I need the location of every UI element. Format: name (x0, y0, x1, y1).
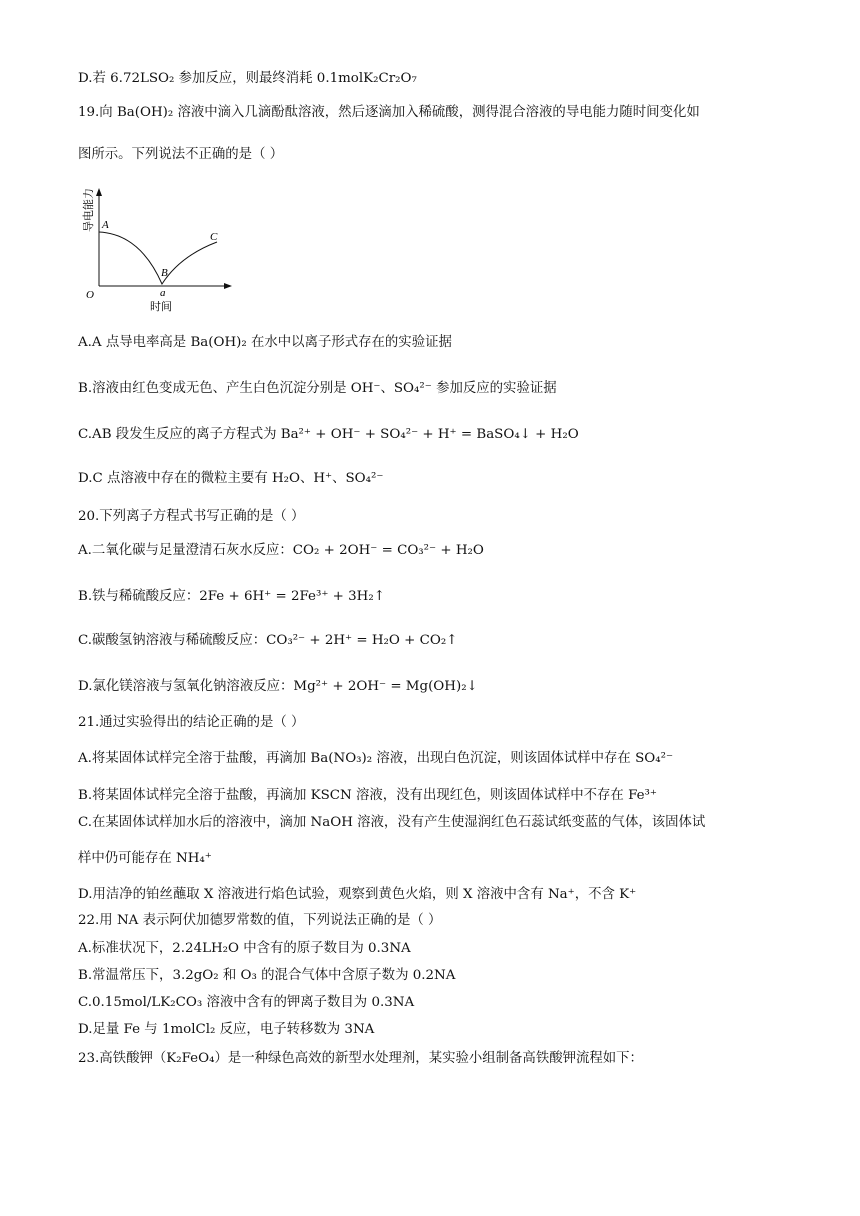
point-a-label: A (102, 219, 109, 231)
text-line: D.氯化镁溶液与氢氧化钠溶液反应：Mg²⁺ + 2OH⁻ = Mg(OH)₂↓ (78, 679, 478, 694)
text-line: B.将某固体试样完全溶于盐酸，再滴加 KSCN 溶液，没有出现红色，则该固体试样中不存在 Fe³⁺ (78, 788, 657, 803)
conductivity-graph (80, 186, 250, 316)
y-axis-label: 导电能力 (82, 188, 95, 232)
text-line: 样中仍可能存在 NH₄⁺ (78, 851, 212, 866)
text-line: 23.高铁酸钾（K₂FeO₄）是一种绿色高效的新型水处理剂，某实验小组制备高铁酸钾流程如下： (78, 1051, 643, 1066)
text-line: 19.向 Ba(OH)₂ 溶液中滴入几滴酚酞溶液，然后逐滴加入稀硫酸，测得混合溶液的导电能力随时间变化如 (78, 105, 700, 120)
point-b-label: B (161, 267, 168, 279)
y-axis-arrow (96, 188, 102, 196)
text-line: D.足量 Fe 与 1molCl₂ 反应，电子转移数为 3NA (78, 1022, 375, 1037)
text-line: 图所示。下列说法不正确的是（ ） (78, 147, 284, 162)
text-line: B.常温常压下，3.2gO₂ 和 O₃ 的混合气体中含原子数为 0.2NA (78, 968, 456, 983)
text-line: C.AB 段发生反应的离子方程式为 Ba²⁺ + OH⁻ + SO₄²⁻ + H⁺ = BaSO₄↓ + H₂O (78, 427, 579, 442)
text-line: D.用洁净的铂丝蘸取 X 溶液进行焰色试验，观察到黄色火焰，则 X 溶液中含有 Na⁺，不含 K⁺ (78, 887, 637, 902)
x-axis-label: 时间 (150, 300, 172, 313)
tick-a-label: a (160, 287, 166, 299)
text-line: C.在某固体试样加水后的溶液中，滴加 NaOH 溶液，没有产生使湿润红色石蕊试纸变蓝的气体，该固体试 (78, 815, 706, 830)
text-line: 22.用 NA 表示阿伏加德罗常数的值，下列说法正确的是（ ） (78, 913, 442, 928)
text-line: B.溶液由红色变成无色、产生白色沉淀分别是 OH⁻、SO₄²⁻ 参加反应的实验证据 (78, 381, 557, 396)
conductivity-curve (99, 232, 217, 284)
text-line: A.二氧化碳与足量澄清石灰水反应：CO₂ + 2OH⁻ = CO₃²⁻ + H₂O (78, 543, 484, 558)
text-line: C.0.15mol/LK₂CO₃ 溶液中含有的钾离子数目为 0.3NA (78, 995, 415, 1010)
text-line: B.铁与稀硫酸反应：2Fe + 6H⁺ = 2Fe³⁺ + 3H₂↑ (78, 589, 385, 604)
origin-label: O (86, 289, 94, 301)
text-line: A.A 点导电率高是 Ba(OH)₂ 在水中以离子形式存在的实验证据 (78, 335, 452, 350)
text-line: A.标准状况下，2.24LH₂O 中含有的原子数目为 0.3NA (78, 941, 411, 956)
text-line: D.若 6.72LSO₂ 参加反应，则最终消耗 0.1molK₂Cr₂O₇ (78, 71, 417, 86)
x-axis-arrow (224, 283, 232, 289)
text-line: A.将某固体试样完全溶于盐酸，再滴加 Ba(NO₃)₂ 溶液，出现白色沉淀，则该固体试样中存在 SO₄²⁻ (78, 751, 674, 766)
text-line: 21.通过实验得出的结论正确的是（ ） (78, 715, 305, 730)
text-line: 20.下列离子方程式书写正确的是（ ） (78, 509, 305, 524)
text-line: D.C 点溶液中存在的微粒主要有 H₂O、H⁺、SO₄²⁻ (78, 471, 384, 486)
text-line: C.碳酸氢钠溶液与稀硫酸反应：CO₃²⁻ + 2H⁺ = H₂O + CO₂↑ (78, 633, 458, 648)
point-c-label: C (210, 231, 218, 243)
